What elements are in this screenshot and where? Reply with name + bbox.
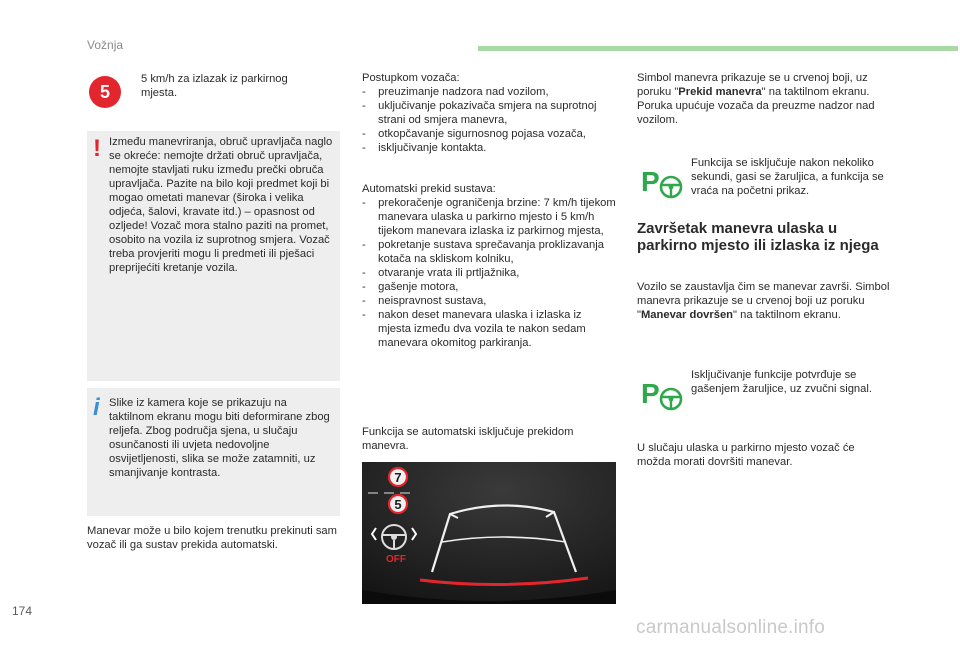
text-fragment: " na taktilnom ekranu. [733, 309, 841, 321]
auto-off-paragraph: Funkcija se automatski isključuje prekidom manevra. [362, 426, 574, 452]
completion-paragraph [637, 280, 892, 322]
watermark: carmanualsonline.info [636, 617, 826, 638]
info-box [87, 388, 340, 516]
section-heading: Završetak manevra ulaska u parkirno mjesto ili izlaska iz njega [637, 220, 879, 254]
list-item: - uključivanje pokazivača smjera na suprotnoj strani od smjera manevra, [362, 99, 616, 127]
info-icon: i [93, 394, 100, 421]
auto-interrupt-section [362, 182, 616, 350]
park-assist-icon [639, 377, 685, 411]
driver-interrupt-section [362, 71, 616, 155]
list-item: - nakon deset manevara ulaska i izlaska iz mjesta između dva vozila te nakon sedam manevara okomitog parkiranja. [362, 308, 616, 350]
text-fragment: " na taktilnom ekranu. Poruka upućuje vozača da preuzme nadzor nad vozilom. [637, 86, 875, 126]
list-item: - neispravnost sustava, [362, 294, 616, 308]
warning-text: Između manevriranja, obruč upravljača naglo se okreće: nemojte držati obruč upravljača, nemojte stavljati ruku između prečki obruča upravljača. Pazite na bilo koji predmet koji bi mogao ometati manevar (široka i velika odjeća, šalovi, kravate itd.) – opasnost od ozljede! Vozač mora stalno paziti na promet, osobito na vozila iz suprotnog smjera. Vozač treba provjeriti mogu li predmeti ili pješaci preprijećiti kretanje vozila. [109, 136, 333, 274]
deactivation-confirm-text: Isključivanje funkcije potvrđuje se gašenjem žaruljice, uz zvučni signal. [691, 369, 872, 395]
message-manevar-dovrsen: Manevar dovršen [640, 309, 734, 321]
auto-intro: Automatski prekid sustava: [362, 183, 496, 195]
driver-intro: Postupkom vozača: [362, 72, 460, 84]
speed-label-7: 7 [394, 470, 402, 485]
exclamation-icon: ! [93, 135, 101, 162]
auto-list [362, 196, 616, 350]
function-off-text: Funkcija se isključuje nakon nekoliko sekundi, gasi se žaruljica, a funkcija se vraća na početni prikaz. [691, 157, 884, 197]
svg-text:P: P [641, 378, 660, 409]
driver-list [362, 85, 616, 155]
interrupt-symbol-paragraph [637, 71, 892, 127]
off-label: OFF [386, 554, 406, 565]
warning-box [87, 131, 340, 381]
step-text: 5 km/h za izlazak iz parkirnog mjesta. [141, 73, 288, 99]
text-fragment: Vozilo se zaustavlja čim se manevar završi. Simbol manevra prikazuje se u crvenoj boji uz poruku " [637, 281, 890, 321]
list-item: - gašenje motora, [362, 280, 616, 294]
park-assist-icon [639, 165, 685, 199]
info-text: Slike iz kamera koje se prikazuju na taktilnom ekranu mogu biti deformirane zbog reljefa. Zbog područja sjena, u slučaju osunčanosti ili uvjeta nedovoljne osvijetljenosti, slika se može zatamniti, uz smanjivanje kontrasta. [109, 397, 330, 479]
text-fragment: Simbol manevra prikazuje se u crvenoj boji, uz poruku " [637, 72, 868, 98]
list-item: - prekoračenje ograničenja brzine: 7 km/h tijekom manevara ulaska u parkirno mjesto i 5 km/h tijekom manevara izlaska iz parkirnog mjesta, [362, 196, 616, 238]
list-item: - preuzimanje nadzora nad vozilom, [362, 85, 616, 99]
page-number: 174 [12, 604, 33, 618]
header-bar [478, 46, 958, 51]
list-item: - pokretanje sustava sprečavanja proklizavanja kotača na skliskom kolniku, [362, 238, 616, 266]
step-number-badge: 5 [89, 76, 121, 108]
list-item: - otvaranje vrata ili prtljažnika, [362, 266, 616, 280]
camera-view-graphic [362, 462, 616, 604]
section-title: Vožnja [87, 38, 124, 52]
list-item: - otkopčavanje sigurnosnog pojasa vozača, [362, 127, 616, 141]
rear-camera-image [362, 462, 616, 604]
message-prekid-manevra: Prekid manevra [678, 86, 762, 98]
list-item: - isključivanje kontakta. [362, 141, 616, 155]
svg-text:P: P [641, 166, 660, 197]
finish-manoeuvre-paragraph: U slučaju ulaska u parkirno mjesto vozač će možda morati dovršiti manevar. [637, 442, 855, 468]
interrupt-paragraph: Manevar može u bilo kojem trenutku prekinuti sam vozač ili ga sustav prekida automatski. [87, 525, 337, 551]
speed-label-5: 5 [394, 497, 402, 512]
